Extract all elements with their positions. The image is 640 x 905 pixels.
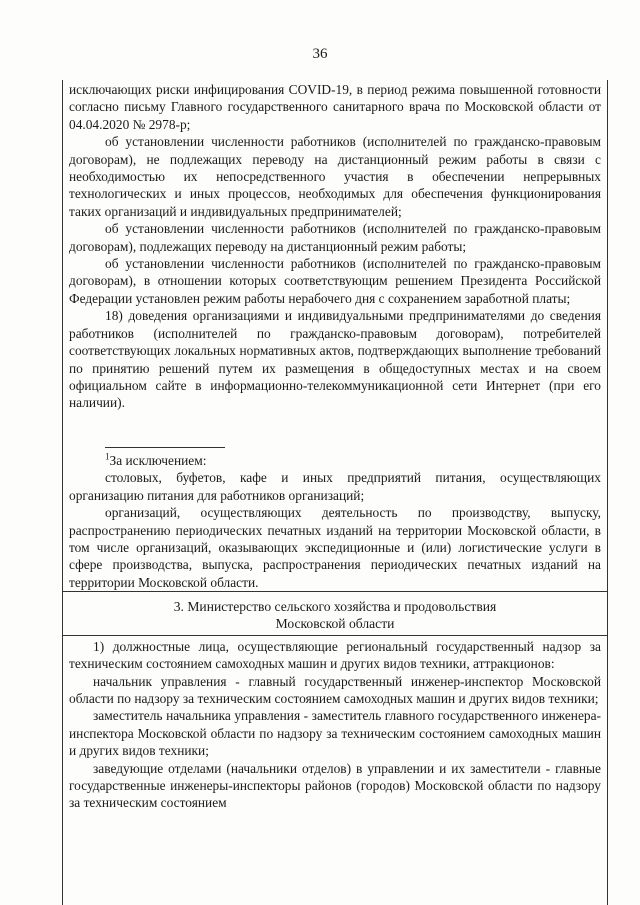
footnote-intro <box>69 452 601 469</box>
paragraph: об установлении численности работников (исполнителей по гражданско-правовым договорам), подлежащих переводу на дистанционный режим работы; <box>69 221 601 254</box>
paragraph: 1) должностные лица, осуществляющие региональный государственный надзор за техническим состоянием самоходных машин и других видов техники, аттракционов: <box>69 638 601 672</box>
paragraph: заместитель начальника управления - заместитель главного государственного инженера-инспектора Московской области по надзору за техническим состоянием самоходных машин и других видов техники; <box>69 708 601 759</box>
paragraph: об установлении численности работников (исполнителей по гражданско-правовым договорам), не подлежащих переводу на дистанционный режим работы в связи с необходимостью их непосредственного участия в обеспечении непрерывных технологических и иных процессов, необходимых для обеспечения функционирования таких организаций и индивидуальных предпринимателей; <box>69 134 601 219</box>
footnote <box>63 437 607 590</box>
paragraph: заведующие отделами (начальники отделов) в управлении и их заместители - главные государственные инженеры-инспекторы районов (городов) Московской области по надзору за техническим состоянием <box>69 760 601 811</box>
footnote-paragraph: столовых, буфетов, кафе и иных предприятий питания, осуществляющих организацию питания для работников организаций; <box>69 470 601 503</box>
paragraph: исключающих риски инфицирования COVID-19, в период режима повышенной готовности согласно письму Главного государственного санитарного врача по Московской области от 04.04.2020 № 2978-р; <box>69 82 601 132</box>
section-title-line: 3. Министерство сельского хозяйства и продовольствия <box>173 599 497 614</box>
footnote-intro-text: За исключением: <box>109 453 207 468</box>
page-number: 36 <box>312 46 328 62</box>
paragraph: об установлении численности работников (исполнителей по гражданско-правовым договорам), в отношении которых соответствующим решением Президента Российской Федерации установлен режим работы нерабочего дня с сохранением заработной платы; <box>69 256 601 306</box>
footnote-paragraph: организаций, осуществляющих деятельность по производству, выпуску, распространению периодических печатных изданий на территории Московской области, в том числе организаций, оказывающих экспедиционные и (или) логистические услуги в сфере производства, выпуска, распространения периодических печатных изданий на территории Московской области. <box>69 505 601 590</box>
section3-content <box>63 636 607 812</box>
footnote-mark: 1 <box>105 451 110 462</box>
footnote-rule <box>105 447 225 448</box>
paragraph: начальник управления - главный государственный инженер-инспектор Московской области по надзору за техническим состоянием самоходных машин и других видов техники; <box>69 673 601 707</box>
section-title <box>63 592 607 635</box>
document-table <box>62 80 608 905</box>
section-title-line: Московской области <box>275 616 395 632</box>
top-section <box>63 80 607 437</box>
paragraph: 18) доведения организациями и индивидуальными предпринимателями до сведения работников (исполнителей по гражданско-правовым договорам), потребителей соответствующих локальных нормативных актов, подтверждающих выполнение требований по принятию решений путем их размещения в общедоступных местах и на своем официальном сайте в информационно-телекоммуникационной сети Интернет (при его наличии). <box>69 308 601 411</box>
